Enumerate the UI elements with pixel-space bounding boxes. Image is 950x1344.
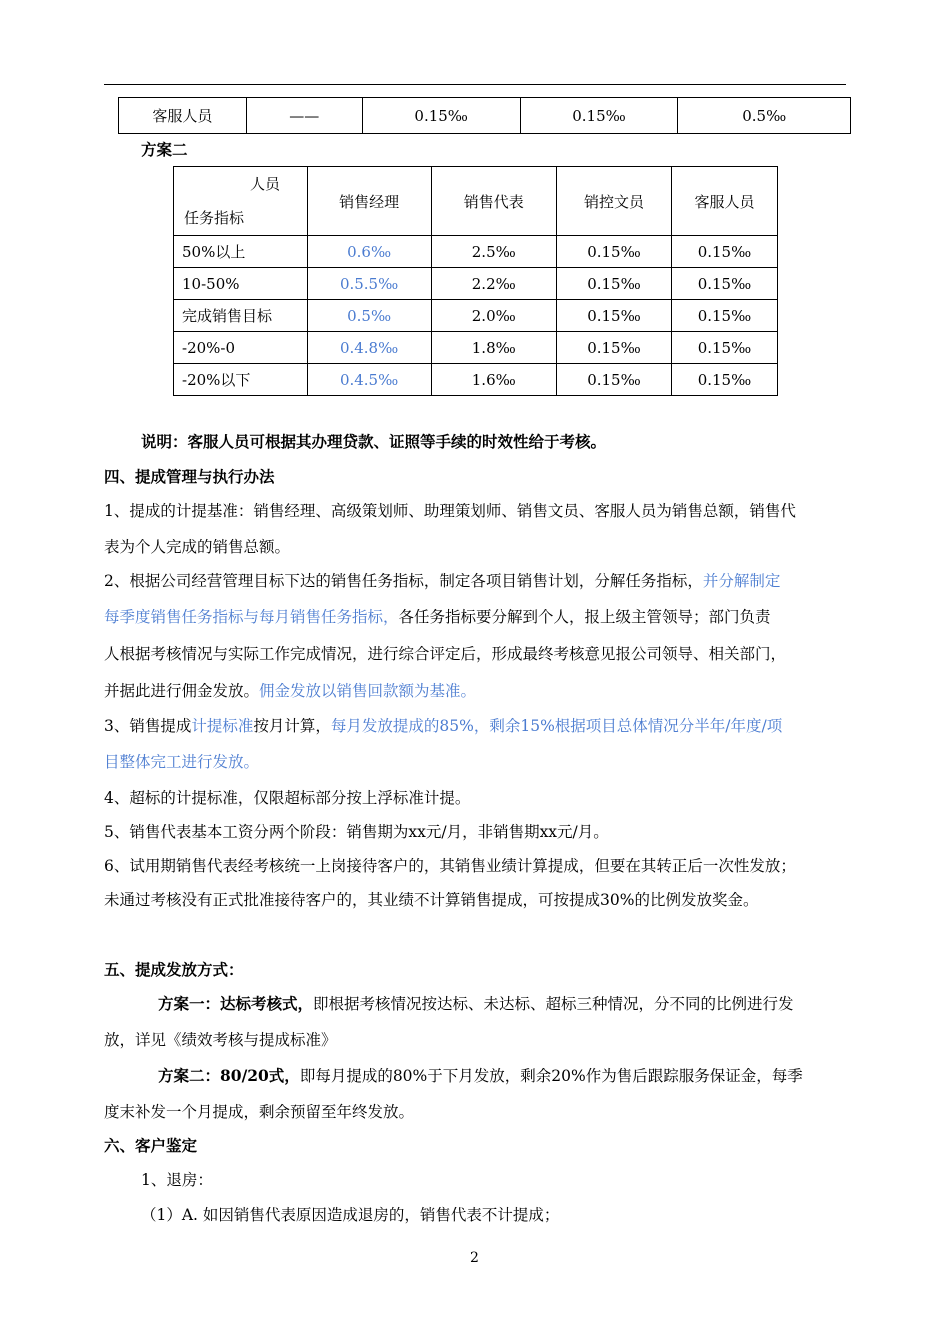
header-corner-bottom: 任务指标 [184, 209, 245, 227]
paragraph: 4、超标的计提标准，仅限超标部分按上浮标准计提。 [104, 789, 471, 807]
section4-heading: 四、提成管理与执行办法 [104, 467, 275, 486]
paragraph: 6、试用期销售代表经考核统一上岗接待客户的，其销售业绩计算提成，但要在其转正后一次性发放； [104, 857, 796, 875]
paragraph: 1、退房： [141, 1171, 213, 1189]
table-row [174, 332, 778, 364]
table-cell: 10-50% [174, 268, 308, 300]
paragraph [158, 1066, 803, 1086]
table-cell: 0.4.5‰ [307, 364, 431, 396]
column-header: 销售代表 [431, 167, 557, 236]
table-cell: 0.15‰ [520, 98, 678, 134]
table-row [174, 268, 778, 300]
paragraph [104, 681, 476, 701]
column-header: 客服人员 [671, 167, 777, 236]
paragraph: （1）A. 如因销售代表原因造成退房的，销售代表不计提成； [141, 1206, 560, 1224]
column-header: 销售经理 [307, 167, 431, 236]
table-cell: 0.4.8‰ [307, 332, 431, 364]
paragraph: 1、提成的计提基准：销售经理、高级策划师、助理策划师、销售文员、客服人员为销售总额，销售代 [104, 502, 796, 520]
header-corner-cell [174, 167, 308, 236]
paragraph [104, 607, 771, 627]
table-cell: 50%以上 [174, 236, 308, 268]
top-table-fragment [118, 97, 851, 134]
table-cell: 2.0‰ [431, 300, 557, 332]
text-run-bold: 方案二：80/20式， [158, 1066, 300, 1085]
table-cell: 0.5‰ [678, 98, 851, 134]
table-cell: 0.15‰ [362, 98, 520, 134]
table-cell: 1.8‰ [431, 332, 557, 364]
table-cell: 0.6‰ [307, 236, 431, 268]
section5-heading: 五、提成发放方式： [104, 960, 244, 979]
table-cell: 0.15‰ [671, 364, 777, 396]
paragraph: 放，详见《绩效考核与提成标准》 [104, 1031, 337, 1049]
table-cell: 0.15‰ [671, 236, 777, 268]
table-cell: 0.15‰ [671, 300, 777, 332]
table-header-row [174, 167, 778, 236]
text-run-highlight: 每月发放提成的85%，剩余15%根据项目总体情况分半年/年度/项 [330, 717, 783, 735]
plan2-table [173, 166, 778, 396]
text-run-highlight: 并分解制定 [702, 572, 781, 590]
paragraph: 度末补发一个月提成，剩余预留至年终发放。 [104, 1103, 415, 1121]
text-run-bold: 方案一：达标考核式， [158, 994, 314, 1013]
table-cell: 0.5‰ [307, 300, 431, 332]
table-cell: 完成销售目标 [174, 300, 308, 332]
text-run: 并据此进行佣金发放。 [104, 682, 260, 700]
table-cell: -20%-0 [174, 332, 308, 364]
text-run: 即根据考核情况按达标、未达标、超标三种情况，分不同的比例进行发 [313, 995, 794, 1013]
text-run: 按月计算， [253, 717, 331, 735]
text-run: 3、销售提成 [104, 717, 192, 735]
header-rule [104, 84, 846, 85]
table-cell: 客服人员 [119, 98, 247, 134]
text-run: 即每月提成的80%于下月发放，剩余20%作为售后跟踪服务保证金，每季 [299, 1067, 803, 1085]
table-cell: 0.5.5‰ [307, 268, 431, 300]
paragraph: 人根据考核情况与实际工作完成情况，进行综合评定后，形成最终考核意见报公司领导、相关部门， [104, 645, 787, 663]
paragraph: 未通过考核没有正式批准接待客户的，其业绩不计算销售提成，可按提成30%的比例发放奖金。 [104, 891, 759, 909]
section6-heading: 六、客户鉴定 [104, 1136, 198, 1155]
table-cell: 2.2‰ [431, 268, 557, 300]
table-row [119, 98, 851, 134]
note: 说明：客服人员可根据其办理贷款、证照等手续的时效性给于考核。 [141, 432, 607, 451]
text-run-highlight: 佣金发放以销售回款额为基准。 [259, 682, 477, 700]
paragraph: 表为个人完成的销售总额。 [104, 538, 291, 556]
plan2-title: 方案二 [141, 140, 188, 159]
text-run-highlight: 每季度销售任务指标与每月销售任务指标， [104, 608, 399, 626]
text-run: 各任务指标要分解到个人，报上级主管领导；部门负责 [398, 608, 771, 626]
table-cell: —— [246, 98, 362, 134]
table-cell: 1.6‰ [431, 364, 557, 396]
text-run: 2、根据公司经营管理目标下达的销售任务指标，制定各项目销售计划，分解任务指标， [104, 572, 703, 590]
paragraph [104, 716, 782, 736]
column-header: 销控文员 [557, 167, 672, 236]
paragraph [104, 571, 780, 591]
table-cell: 0.15‰ [557, 332, 672, 364]
table-row [174, 236, 778, 268]
table-cell: 0.15‰ [557, 300, 672, 332]
paragraph: 目整体完工进行发放。 [104, 753, 260, 771]
table-cell: 0.15‰ [671, 332, 777, 364]
table-cell: 2.5‰ [431, 236, 557, 268]
page-number: 2 [470, 1250, 479, 1266]
table-row [174, 300, 778, 332]
table-cell: 0.15‰ [557, 236, 672, 268]
table-cell: 0.15‰ [671, 268, 777, 300]
table-cell: -20%以下 [174, 364, 308, 396]
paragraph [158, 994, 794, 1014]
table-row [174, 364, 778, 396]
header-corner-top: 人员 [250, 175, 281, 193]
paragraph: 5、销售代表基本工资分两个阶段：销售期为xx元/月，非销售期xx元/月。 [104, 823, 609, 841]
table-cell: 0.15‰ [557, 364, 672, 396]
text-run-highlight: 计提标准 [191, 717, 254, 735]
table-cell: 0.15‰ [557, 268, 672, 300]
